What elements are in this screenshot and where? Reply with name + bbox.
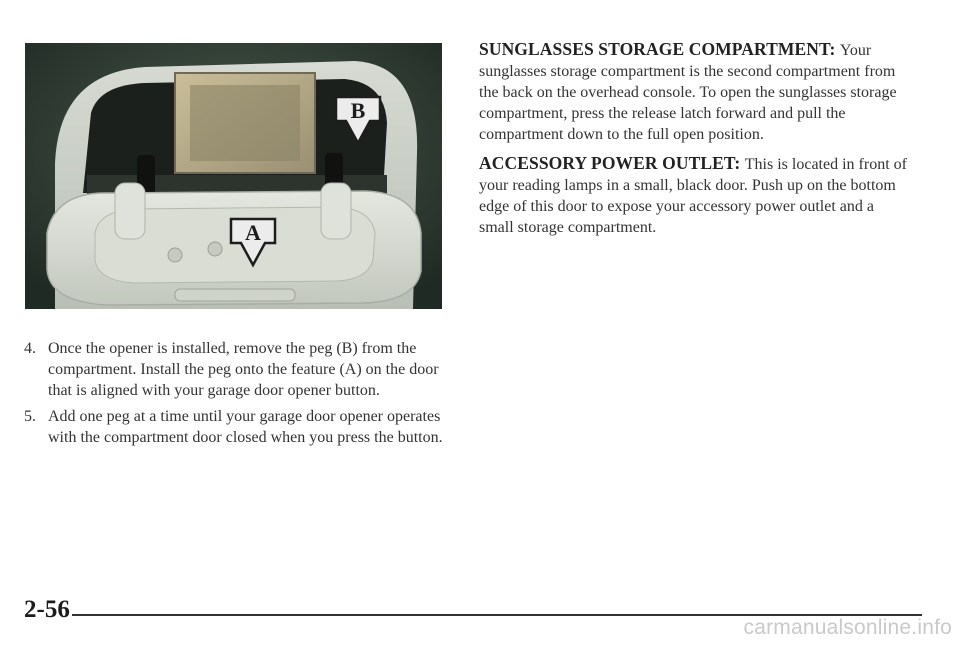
callout-b-label: B [350,98,366,123]
watermark: carmanualsonline.info [743,616,952,639]
step-text: Once the opener is installed, remove the peg (B) from the compartment. Install the peg onto the feature (A) on the door that is aligned with your garage door opener button. [48,340,439,399]
page-number: 2-56 [24,596,70,623]
step-5 [24,406,444,448]
peg-feature-1 [168,248,182,262]
step-number: 5. [24,408,36,425]
right-column [479,39,911,246]
console-compartment-photo [25,43,442,309]
section-heading: SUNGLASSES STORAGE COMPARTMENT: [479,39,840,59]
left-post [115,183,145,239]
opener-label [190,85,300,161]
section-heading: ACCESSORY POWER OUTLET: [479,153,745,173]
instruction-steps [24,338,444,453]
step-number: 4. [24,340,36,357]
section-body: This is located in front of your reading lamps in a small, black door. Push up on the bottom edge of this door to expose your accessory power outlet and a small storage compartment. [479,156,907,236]
section-accessory-power-outlet [479,153,911,238]
step-4 [24,338,444,401]
console-photo-illustration [25,43,442,309]
door-handle [175,289,295,301]
section-body: Your sunglasses storage compartment is the second compartment from the back on the overhead console. To open the sunglasses storage compartment, press the release latch forward and pull the compartment down to the full open position. [479,42,897,143]
step-text: Add one peg at a time until your garage door opener operates with the compartment door closed when you press the button. [48,408,443,446]
right-post [321,183,351,239]
callout-a-label: A [245,220,261,245]
peg-feature-2 [208,242,222,256]
section-sunglasses-storage [479,39,911,145]
